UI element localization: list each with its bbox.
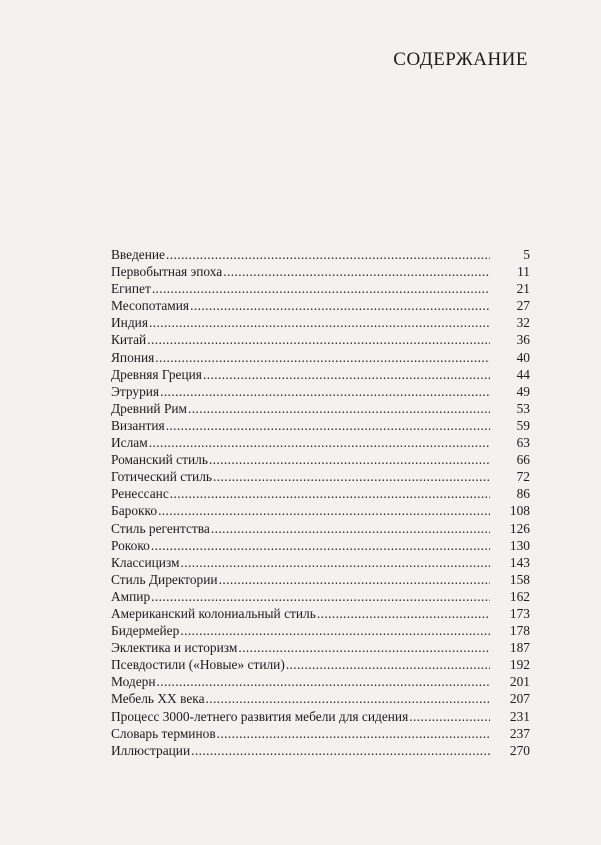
toc-entry [111,331,530,348]
toc-entry-page-number: 108 [509,503,530,519]
toc-entry [111,434,530,451]
toc-entry [111,314,530,331]
toc-entry [111,400,530,417]
toc-entry-page-number: 21 [516,281,530,297]
toc-entry [111,417,530,434]
dot-leader [223,263,490,280]
dot-leader [219,571,490,588]
toc-entry-title: Барокко [111,503,158,519]
dot-leader [238,639,490,656]
toc-entry [111,571,530,588]
toc-entry [111,520,530,537]
toc-entry [111,468,530,485]
toc-entry-page-number: 36 [516,332,530,348]
dot-leader [286,656,490,673]
toc-entry [111,451,530,468]
toc-entry-page-number: 162 [509,588,530,604]
dot-leader [213,468,490,485]
toc-entry-page-number: 158 [509,571,530,587]
dot-leader [209,451,490,468]
dot-leader [157,673,491,690]
toc-entry-title: Этрурия [111,383,160,399]
toc-entry-title: Стиль регентства [111,520,210,536]
toc-entry [111,297,530,314]
toc-entry-title: Индия [111,315,148,331]
toc-entry-page-number: 49 [516,383,530,399]
toc-entry-title: Классицизм [111,554,180,570]
dot-leader [180,622,490,639]
toc-entry-page-number: 187 [509,640,530,656]
dot-leader [190,297,490,314]
dot-leader [317,605,490,622]
dot-leader [149,314,490,331]
dot-leader [409,708,490,725]
toc-entry [111,502,530,519]
toc-entry-title: Иллюстрации [111,742,191,758]
toc-entry [111,605,530,622]
toc-entry-page-number: 126 [509,520,530,536]
toc-entry-page-number: 207 [509,691,530,707]
toc-entry [111,725,530,742]
dot-leader [152,280,490,297]
toc-entry [111,588,530,605]
toc-entry-page-number: 231 [509,708,530,724]
toc-entry [111,485,530,502]
toc-entry-page-number: 178 [509,623,530,639]
toc-entry [111,554,530,571]
toc-entry-page-number: 59 [516,417,530,433]
toc-entry-title: Древняя Греция [111,366,202,382]
toc-entry-title: Эклектика и историзм [111,640,238,656]
toc-entry [111,280,530,297]
toc-entry [111,742,530,759]
toc-entry [111,639,530,656]
toc-entry-title: Ренессанс [111,486,169,502]
dot-leader [170,485,490,502]
toc-entry [111,690,530,707]
toc-entry-title: Введение [111,247,165,262]
toc-entry-page-number: 270 [509,742,530,758]
toc-entry [111,246,530,263]
toc-entry-title: Стиль Директории [111,571,218,587]
toc-entry-page-number: 237 [509,725,530,741]
toc-entry-page-number: 143 [509,554,530,570]
toc-entry-title: Готический стиль [111,469,212,485]
toc-entry-title: Бидермейер [111,623,180,639]
toc-entry-page-number: 173 [509,605,530,621]
toc-entry-title: Модерн [111,674,156,690]
table-of-contents [111,246,530,759]
dot-leader [206,690,490,707]
dot-leader [166,417,490,434]
dot-leader [181,554,490,571]
toc-entry [111,673,530,690]
dot-leader [211,520,490,537]
toc-entry [111,383,530,400]
toc-entry-page-number: 53 [516,400,530,416]
toc-entry-title: Мебель XX века [111,691,205,707]
toc-entry-page-number: 86 [516,486,530,502]
toc-entry-title: Американский колониальный стиль [111,605,316,621]
toc-entry-title: Рококо [111,537,150,553]
page-title: СОДЕРЖАНИЕ [393,49,528,70]
toc-entry-title: Китай [111,332,147,348]
toc-entry-title: Месопотамия [111,298,190,314]
toc-entry-page-number: 5 [523,247,530,262]
dot-leader [151,588,490,605]
toc-entry-title: Ампир [111,588,151,604]
toc-entry-title: Ислам [111,435,148,451]
toc-entry [111,366,530,383]
toc-entry-title: Романский стиль [111,452,208,468]
dot-leader [151,537,490,554]
dot-leader [158,502,490,519]
toc-entry-page-number: 27 [516,298,530,314]
toc-entry-title: Япония [111,349,155,365]
toc-entry-page-number: 40 [516,349,530,365]
toc-entry [111,708,530,725]
toc-entry [111,263,530,280]
dot-leader [188,400,490,417]
dot-leader [160,383,490,400]
toc-entry [111,622,530,639]
toc-entry-page-number: 72 [516,469,530,485]
toc-entry-title: Египет [111,281,151,297]
toc-entry-title: Первобытная эпоха [111,264,223,280]
dot-leader [155,349,490,366]
toc-entry-title: Псевдостили («Новые» стили) [111,657,285,673]
toc-entry-page-number: 32 [516,315,530,331]
dot-leader [191,742,490,759]
toc-entry-page-number: 11 [517,264,530,280]
toc-entry-page-number: 201 [509,674,530,690]
toc-entry-page-number: 63 [516,435,530,451]
toc-entry [111,656,530,673]
toc-entry-page-number: 130 [509,537,530,553]
toc-entry-page-number: 192 [509,657,530,673]
toc-entry-title: Византия [111,417,165,433]
dot-leader [149,434,490,451]
toc-entry-page-number: 44 [516,366,530,382]
toc-entry-title: Словарь терминов [111,725,216,741]
dot-leader [147,331,490,348]
dot-leader [166,246,490,263]
toc-entry-title: Древний Рим [111,400,188,416]
toc-entry-page-number: 66 [516,452,530,468]
dot-leader [203,366,490,383]
toc-entry-title: Процесс 3000-летнего развития мебели для сидения [111,708,409,724]
dot-leader [217,725,490,742]
toc-entry [111,537,530,554]
toc-entry [111,349,530,366]
